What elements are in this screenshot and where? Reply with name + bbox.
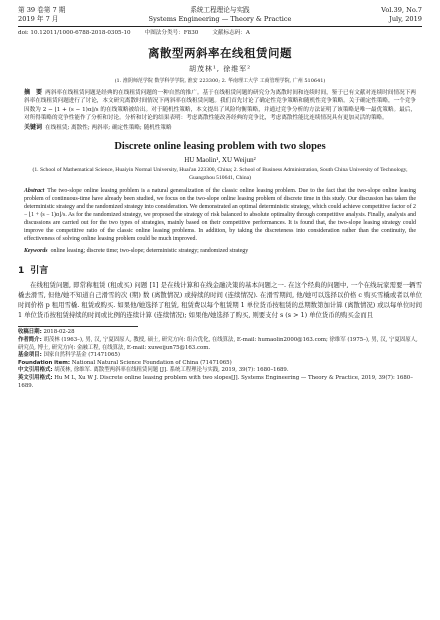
abstract-en [24,187,416,244]
keywords-cn-text: 在线租赁; 离散性; 两斜率; 确定性策略; 随机性策略 [45,125,172,132]
footnote-cite-en: 英文引用格式: Hu M L, Xu W J. Discrete online leasing problem with two slopes[J]. Systems Engineering — Theory & Practice, 2019, 39(7): 1680–1689. [18,375,413,389]
article-meta [18,29,422,37]
keywords-en [24,247,416,255]
doc-code: 文献标志码：A [212,30,250,36]
authors-cn: 胡茂林¹, 徐维军² [188,65,252,73]
keywords-cn-label: 关键词 [24,124,43,132]
section-number: 1 [18,265,25,276]
keywords-en-label: Keywords [24,247,48,254]
intro-paragraph: 在线租赁问题, 即常称租赁 (租或买) 问题 [1] 是在线计算和在线金融决策的基本问题之一. 在这个经典的问题中, 一个在线玩家需要一辆雪橇去滑雪, 但他/她不知道自己滑雪的次 (期) 数 (离散情况) 或持续的时间 (连续情况). 在滑雪期间, 他/她可以选择以价格 c 购买雪橇或者以单位时间价格 p 租用雪橇. 租赁或购买. 如果他/她选择了租赁, 租赁费以每个租赁期 1 单位货币按租赁的总期数第加计算 (离散情况) 或以每单位时间 1 单位货币按租赁持续的时间或比例的连续计算 (连续情况); 如果他/她选择了购买, 则要支付 s (s > 1) 单位货币的购买金而且 [18,280,422,320]
header-date-en: July, 2019 [389,15,422,23]
footnote-bio: 作者简介: 胡茂林 (1963–), 男, 汉, 宁夏固原人, 教授, 硕士, 研究方向: 组合优化, 在线算法, E-mail: humaolin2000@163.com; 徐维军 (1975–), 男, 汉, 宁夏固原人, 研究员, 博士, 研究方向: 金融工程, 在线算法, E-mail: xuweijun75@163.com. [18,337,418,351]
footnote-received: 收稿日期: 2018-02-28 [18,329,75,336]
footnote-fund: 基金项目: 国家自然科学基金 (71471065) [18,352,120,359]
footnote-rule [18,326,138,327]
abstract-en-text: The two-slope online leasing problem is a natural generalization of the classic online leasing problem. Due to the fact that the two-slope online leasing problem of continuous-time have already been studied, we focus on the two-slope online leasing problem of discrete time in this study. Our discussion has taken the deterministic strategy and the randomized strategy into consideration. We demonstrated an optimal deterministic strategy, which could achieve competitive factor of 2 − ⌊1 + (s − 1)α⌋/s. As for the randomized strategy, we proposed the strategy of risk balanced to absolute optimality through competitive analysis. Finally, analysis and discussions are carried out for the two types of strategies, mainly based on their competitive performances. It is found that, the two-slope leasing strategy could improve the competitive ratio of the classic online leasing problems. In addition, by taking the discreteness into consideration rather than the continuity, the effectiveness of solving online leasing problem could be much improved. [24,187,416,243]
abstract-cn-label: 摘 要 [24,89,43,96]
header-journal-en: Systems Engineering — Theory & Practice [148,15,292,23]
title-cn: 离散型两斜率在线租赁问题 [148,46,292,60]
section-heading-intro [18,263,422,276]
header-rule [18,26,422,27]
running-header [18,6,422,24]
footnotes [18,329,422,390]
keywords-cn [24,124,416,132]
header-issue: 第 39 卷第 7 期 [18,6,66,14]
header-volume: Vol.39, No.7 [381,6,422,14]
section-title: 引言 [30,265,49,276]
clc-number: 中图法分类号：F830 [144,30,199,36]
received-label: 收稿日期: [18,329,42,336]
fund-en-label: Foundation item: [18,359,71,366]
fund-label: 基金项目: [18,352,42,359]
abstract-cn [24,89,416,122]
abstract-en-label: Abstract [24,187,45,194]
affiliation-cn: (1. 淮阴师范学院 数学科学学院, 淮安 223300; 2. 华南理工大学 工商管理学院, 广州 510641) [114,78,326,84]
footnote-fund-en: Foundation item: National Natural Science Foundation of China (71471065) [18,359,232,366]
header-date-cn: 2019 年 7 月 [18,15,59,23]
bio-label: 作者简介: [18,337,42,344]
cite-cn-label: 中文引用格式: [18,367,53,374]
title-en: Discrete online leasing problem with two slopes [114,141,326,153]
keywords-en-text: online leasing; discrete time; two-slope; deterministic strategy; randomized strategy [50,247,249,254]
footnote-cite-cn: 中文引用格式: 胡茂林, 徐维军. 离散型两斜率在线租赁问题 [J]. 系统工程理论与实践, 2019, 39(7): 1680–1689. [18,367,289,374]
header-journal-cn: 系统工程理论与实践 [190,6,250,14]
abstract-cn-text: 两斜率在线租赁问题是经典的在线租赁问题的一种自然的推广。基于在线租赁问题的研究分为离散时间和连续时间，鉴于已有文献对连续时间情况下两斜率在线租赁问题进行了讨论，本文研究离散时间情况下两斜率在线租赁问题。我们首先讨论了确定性竞争策略和随机性竞争策略。关于确定性策略，一个竞争因数为 2 − ⌊1 + (s − 1)α⌋/s 的在线策略被给出。对于随机性策略，本文提出了风险均衡策略，并通过竞争分析的方法证明了该策略是唯一最优策略。最后，对所得策略的竞争性能作了分析和讨论。分析和讨论的结果表明：考虑离散性能改善经典的竞争比，考虑离散性能比连续情况具有更加灵活的策略。 [24,90,416,121]
cite-en-label: 英文引用格式: [18,375,53,382]
authors-en: HU Maolin¹, XU Weijun² [184,156,256,165]
affiliation-en: (1. School of Mathematical Science, Huaiyin Normal University, Huai'an 223300, China; 2. School of Business Administration, South China University of Technology, Guangzhou 510641, China) [32,167,408,181]
doi: doi: 10.12011/1000-6788-2018-0305-10 [18,30,131,36]
